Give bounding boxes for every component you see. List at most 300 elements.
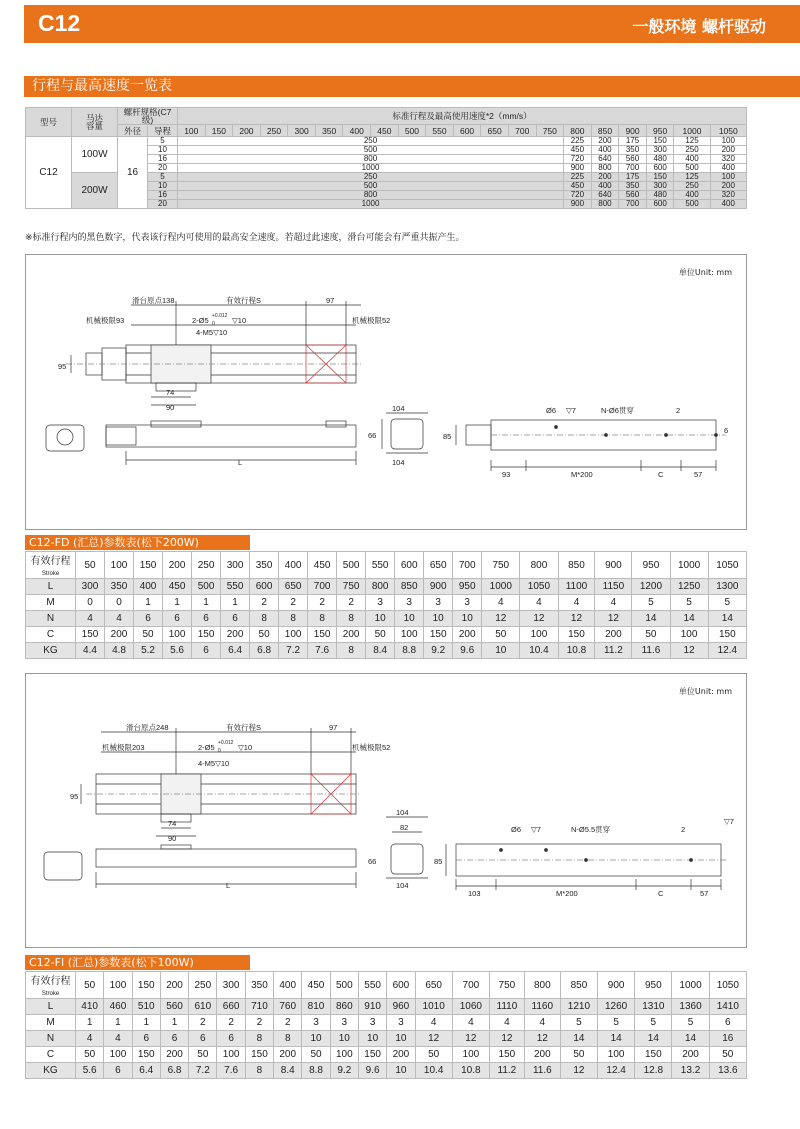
param-cell: 150 — [635, 1047, 672, 1063]
param-cell: 100 — [105, 552, 134, 579]
speed-cell: 450 — [564, 146, 592, 155]
speed-cell: 175 — [619, 137, 647, 146]
param-cell: 10.8 — [452, 1063, 489, 1079]
drawing-fd — [25, 254, 747, 530]
speed-cell: 500 — [674, 164, 710, 173]
dim-home: 滑台原点248 — [126, 723, 169, 732]
param-cell: 100 — [330, 1047, 358, 1063]
param-row — [26, 999, 747, 1015]
speed-cell: 900 — [564, 200, 592, 209]
end-view-right — [391, 419, 423, 449]
param-cell: 410 — [76, 999, 104, 1015]
param-cell: 4 — [76, 611, 105, 627]
param-cell: 2 — [308, 595, 337, 611]
param-cell: 3 — [453, 595, 482, 611]
param-label-text: M — [46, 597, 55, 608]
param-cell: 4 — [482, 595, 520, 611]
param-cell: 9.6 — [358, 1063, 386, 1079]
param-cell: 150 — [558, 627, 595, 643]
param-cell: 2 — [189, 1015, 217, 1031]
speed-cell: 225 — [564, 173, 592, 182]
param-cell: 11.6 — [524, 1063, 560, 1079]
param-cell: 50 — [632, 627, 670, 643]
speed-cell: 400 — [591, 146, 619, 155]
param-cell: 10 — [366, 611, 395, 627]
speed-cell: 480 — [646, 191, 674, 200]
dim-66: 66 — [368, 431, 377, 440]
speed-cell: 400 — [710, 200, 746, 209]
max-speed-cell: 250 — [178, 137, 564, 146]
stroke-header: 900 — [619, 125, 647, 137]
param-cell: 50 — [302, 1047, 330, 1063]
param-cell: 12 — [489, 1031, 524, 1047]
param-label — [26, 611, 76, 627]
stroke-header: 400 — [343, 125, 371, 137]
param-cell: 1 — [104, 1015, 132, 1031]
param-cell: 6 — [104, 1063, 132, 1079]
dim-limit-right: 机械极限52 — [352, 743, 391, 752]
model-code: C12 — [38, 10, 81, 36]
param-cell: 5 — [560, 1015, 597, 1031]
param-cell: 200 — [163, 552, 192, 579]
param-cell: 9.2 — [330, 1063, 358, 1079]
speed-cell: 700 — [619, 200, 647, 209]
param-cell: 850 — [558, 552, 595, 579]
speed-note: ※标准行程内的黑色数字，代表该行程内可使用的最高安全速度。若超过此速度，滑台可能会有严重共振产生。 — [25, 233, 465, 243]
dim-hole: 2-Ø5 — [198, 743, 215, 752]
param-cell: 14 — [635, 1031, 672, 1047]
max-speed-cell: 800 — [178, 155, 564, 164]
param-cell: 2 — [245, 1015, 273, 1031]
param-label-text: L — [47, 1001, 54, 1012]
param-cell: 150 — [358, 1047, 386, 1063]
param-cell: 150 — [489, 1047, 524, 1063]
param-cell: 10 — [330, 1031, 358, 1047]
speed-cell: 900 — [564, 164, 592, 173]
param-cell: 1 — [160, 1015, 188, 1031]
param-cell: 800 — [366, 579, 395, 595]
param-cell: 810 — [302, 999, 330, 1015]
param-cell: 3 — [330, 1015, 358, 1031]
param-cell: 200 — [453, 627, 482, 643]
param-cell: 3 — [366, 595, 395, 611]
lead-cell: 20 — [148, 200, 178, 209]
param-cell: 7.2 — [279, 643, 308, 659]
param-cell: 4 — [415, 1015, 452, 1031]
param-cell: 12.4 — [708, 643, 746, 659]
dim-limit-left: 机械极限203 — [102, 743, 145, 752]
param-cell: 1010 — [415, 999, 452, 1015]
param-cell: 1000 — [482, 579, 520, 595]
lead-cell: 20 — [148, 164, 178, 173]
speed-cell: 560 — [619, 155, 647, 164]
param-cell: 550 — [366, 552, 395, 579]
max-speed-cell: 250 — [178, 173, 564, 182]
param-cell: 10 — [358, 1031, 386, 1047]
param-cell: 8 — [279, 611, 308, 627]
param-cell: 750 — [337, 579, 366, 595]
param-cell: 8.4 — [274, 1063, 302, 1079]
dim-104-bottom: 104 — [396, 881, 409, 890]
param-cell: 12 — [595, 611, 632, 627]
param-cell: 100 — [395, 627, 424, 643]
speed-cell: 250 — [674, 146, 710, 155]
param-cell: 8 — [337, 611, 366, 627]
param-cell: 500 — [337, 552, 366, 579]
col-lead: 导程 — [148, 125, 178, 137]
stroke-suffix: Stroke — [41, 571, 60, 577]
param-cell: 2 — [217, 1015, 245, 1031]
lead-cell: 10 — [148, 146, 178, 155]
param-cell: 200 — [105, 627, 134, 643]
dim-depth: ▽10 — [238, 743, 253, 752]
param-cell: 6 — [189, 1031, 217, 1047]
dim-thru: N-Ø5.5贯穿 — [571, 825, 611, 834]
param-cell: 100 — [452, 1047, 489, 1063]
speed-cell: 720 — [564, 191, 592, 200]
param-cell: 5.6 — [163, 643, 192, 659]
param-cell: 8 — [308, 611, 337, 627]
param-cell: 1160 — [524, 999, 560, 1015]
param-cell: 300 — [76, 579, 105, 595]
param-cell: 550 — [358, 972, 386, 999]
speed-cell: 150 — [646, 173, 674, 182]
param-cell: 700 — [452, 972, 489, 999]
speed-cell: 700 — [619, 164, 647, 173]
param-cell: 8.8 — [302, 1063, 330, 1079]
dim-dowel-depth: ▽7 — [566, 406, 576, 415]
param-label-text: M — [46, 1017, 55, 1028]
dim-m5: 4-M5▽10 — [198, 759, 230, 768]
stroke-header: 700 — [508, 125, 536, 137]
dim-57: 57 — [694, 470, 703, 479]
param-label — [26, 552, 76, 579]
param-cell: 4 — [105, 611, 134, 627]
param-cell: 910 — [358, 999, 386, 1015]
param-label-text: 有效行程 — [30, 976, 71, 987]
speed-cell: 720 — [564, 155, 592, 164]
speed-cell: 350 — [619, 182, 647, 191]
speed-cell: 320 — [710, 191, 746, 200]
dim-depth: ▽10 — [232, 316, 247, 325]
param-cell: 5 — [632, 595, 670, 611]
stroke-header: 350 — [315, 125, 343, 137]
speed-cell: 450 — [564, 182, 592, 191]
param-fd-table — [25, 551, 747, 659]
stroke-header: 1050 — [710, 125, 746, 137]
dim-stroke: 有效行程S — [226, 296, 262, 305]
param-cell: 1050 — [708, 552, 746, 579]
rail-side — [106, 425, 356, 447]
dim-m200: M*200 — [556, 889, 578, 898]
speed-cell: 250 — [674, 182, 710, 191]
param-row — [26, 611, 747, 627]
param-row — [26, 552, 747, 579]
stroke-header: 800 — [564, 125, 592, 137]
param-row — [26, 1063, 747, 1079]
param-cell: 12 — [415, 1031, 452, 1047]
param-cell: 4 — [76, 1031, 104, 1047]
param-cell: 100 — [104, 1047, 132, 1063]
param-cell: 10 — [387, 1031, 415, 1047]
param-cell: 1110 — [489, 999, 524, 1015]
param-cell: 8 — [337, 643, 366, 659]
stroke-header: 550 — [426, 125, 454, 137]
param-cell: 1210 — [560, 999, 597, 1015]
param-cell: 7.6 — [217, 1063, 245, 1079]
param-cell: 4 — [452, 1015, 489, 1031]
param-cell: 200 — [221, 627, 250, 643]
param-cell: 150 — [192, 627, 221, 643]
dim-97: 97 — [329, 723, 338, 732]
dim-home: 滑台原点138 — [132, 296, 175, 305]
param-cell: 750 — [482, 552, 520, 579]
end-view-left — [44, 852, 82, 880]
param-cell: 3 — [387, 1015, 415, 1031]
param-cell: 5 — [635, 1015, 672, 1031]
param-row — [26, 643, 747, 659]
drawing-fi-svg — [26, 674, 746, 947]
param-cell: 660 — [217, 999, 245, 1015]
param-cell: 50 — [76, 972, 104, 999]
dim-dowel: Ø6 — [546, 406, 557, 415]
param-cell: 5.2 — [134, 643, 163, 659]
dim-stroke: 有效行程S — [226, 723, 262, 732]
param-cell: 1200 — [632, 579, 670, 595]
param-cell: 50 — [250, 627, 279, 643]
dim-66: 66 — [368, 857, 377, 866]
param-cell: 6 — [132, 1031, 160, 1047]
param-cell: 3 — [424, 595, 453, 611]
speed-cell: 320 — [710, 155, 746, 164]
param-cell: 13.2 — [672, 1063, 709, 1079]
param-cell: 100 — [163, 627, 192, 643]
dim-104-top: 104 — [392, 404, 405, 413]
speed-cell: 200 — [710, 146, 746, 155]
max-speed-cell: 500 — [178, 146, 564, 155]
param-cell: 12 — [452, 1031, 489, 1047]
param-cell: 6.4 — [221, 643, 250, 659]
param-cell: 600 — [250, 579, 279, 595]
param-cell: 16 — [709, 1031, 746, 1047]
param-cell: 650 — [415, 972, 452, 999]
stroke-header: 650 — [481, 125, 509, 137]
param-cell: 6 — [163, 611, 192, 627]
speed-cell: 400 — [710, 164, 746, 173]
speed-cell: 350 — [619, 146, 647, 155]
param-cell: 1410 — [709, 999, 746, 1015]
dim-tol0: 0 — [218, 748, 221, 754]
param-cell: 950 — [635, 972, 672, 999]
dim-97: 97 — [326, 296, 335, 305]
param-cell: 14 — [672, 1031, 709, 1047]
param-label — [26, 1063, 76, 1079]
drawing-fd-svg — [26, 255, 746, 529]
param-cell: 150 — [245, 1047, 273, 1063]
param-cell: 900 — [424, 579, 453, 595]
dim-m200: M*200 — [571, 470, 593, 479]
param-cell: 4 — [489, 1015, 524, 1031]
dim-c: C — [658, 470, 664, 479]
unit-label: 单位Unit: mm — [678, 687, 732, 696]
param-cell: 200 — [160, 1047, 188, 1063]
speed-cell: 400 — [591, 182, 619, 191]
od-cell: 16 — [118, 137, 148, 209]
param-cell: 6 — [221, 611, 250, 627]
dim-2: 2 — [681, 825, 686, 834]
speed-cell: 200 — [591, 173, 619, 182]
param-cell: 200 — [524, 1047, 560, 1063]
col-motor: 马达 容量 — [72, 108, 118, 137]
unit-label: 单位Unit: mm — [678, 268, 732, 277]
param-cell: 6 — [217, 1031, 245, 1047]
param-cell: 8.8 — [395, 643, 424, 659]
param-cell: 650 — [424, 552, 453, 579]
end-view-right — [391, 844, 423, 874]
param-cell: 8 — [274, 1031, 302, 1047]
param-cell: 150 — [308, 627, 337, 643]
param-label — [26, 627, 76, 643]
param-cell: 8 — [245, 1063, 273, 1079]
speed-cell: 800 — [591, 200, 619, 209]
param-cell: 510 — [132, 999, 160, 1015]
dim-2: 2 — [676, 406, 681, 415]
param-label-text: C — [46, 1049, 55, 1060]
param-cell: 850 — [560, 972, 597, 999]
dim-m5: 4-M5▽10 — [196, 328, 228, 337]
param-label — [26, 1015, 76, 1031]
speed-cell: 150 — [646, 137, 674, 146]
param-cell: 50 — [415, 1047, 452, 1063]
max-speed-cell: 1000 — [178, 164, 564, 173]
param-cell: 1 — [76, 1015, 104, 1031]
dim-104-top: 104 — [396, 808, 409, 817]
param-cell: 4 — [595, 595, 632, 611]
param-cell: 6 — [160, 1031, 188, 1047]
param-cell: 4 — [520, 595, 558, 611]
speed-cell: 300 — [646, 182, 674, 191]
param-label — [26, 972, 76, 999]
param-cell: 1300 — [708, 579, 746, 595]
param-cell: 450 — [308, 552, 337, 579]
param-cell: 400 — [279, 552, 308, 579]
stroke-header: 250 — [260, 125, 288, 137]
param-cell: 650 — [279, 579, 308, 595]
param-cell: 7.6 — [308, 643, 337, 659]
param-cell: 1360 — [672, 999, 709, 1015]
dim-L: L — [226, 881, 231, 890]
param-cell: 3 — [358, 1015, 386, 1031]
dim-tol: +0.012 — [212, 313, 228, 319]
max-speed-cell: 500 — [178, 182, 564, 191]
model-cell: C12 — [26, 137, 72, 209]
param-cell: 1 — [132, 1015, 160, 1031]
param-cell: 14 — [708, 611, 746, 627]
param-cell: 300 — [221, 552, 250, 579]
dim-104-bottom: 104 — [392, 458, 405, 467]
param-label-text: C — [46, 629, 55, 640]
param-label-text: N — [46, 1033, 55, 1044]
max-speed-cell: 800 — [178, 191, 564, 200]
param-cell: 750 — [489, 972, 524, 999]
param-cell: 10 — [302, 1031, 330, 1047]
param-cell: 3 — [302, 1015, 330, 1031]
dim-57: 57 — [700, 889, 709, 898]
dim-74: 74 — [168, 819, 177, 828]
rail-side — [96, 849, 356, 867]
param-cell: 900 — [595, 552, 632, 579]
param-cell: 6 — [134, 611, 163, 627]
param-cell: 1050 — [520, 579, 558, 595]
dim-85: 85 — [434, 857, 443, 866]
param-cell: 5 — [708, 595, 746, 611]
param-cell: 100 — [598, 1047, 635, 1063]
param-cell: 100 — [670, 627, 708, 643]
param-cell: 10 — [424, 611, 453, 627]
param-label — [26, 1031, 76, 1047]
speed-cell: 500 — [674, 200, 710, 209]
param-cell: 50 — [76, 1047, 104, 1063]
stroke-header: 950 — [646, 125, 674, 137]
param-cell: 200 — [274, 1047, 302, 1063]
param-cell: 50 — [76, 552, 105, 579]
param-cell: 0 — [76, 595, 105, 611]
param-cell: 9.2 — [424, 643, 453, 659]
param-cell: 700 — [308, 579, 337, 595]
param-cell: 150 — [424, 627, 453, 643]
speed-cell: 225 — [564, 137, 592, 146]
speed-cell: 400 — [674, 191, 710, 200]
param-cell: 1050 — [709, 972, 746, 999]
param-cell: 200 — [160, 972, 188, 999]
speed-cell: 200 — [710, 182, 746, 191]
lead-cell: 5 — [148, 173, 178, 182]
param-cell: 50 — [189, 1047, 217, 1063]
param-cell: 1 — [192, 595, 221, 611]
param-cell: 6 — [192, 643, 221, 659]
speed-section-title: 行程与最高速度一览表 — [24, 76, 800, 97]
dim-limit-right: 机械极限52 — [352, 316, 391, 325]
speed-cell: 100 — [710, 173, 746, 182]
param-cell: 200 — [387, 1047, 415, 1063]
speed-table — [25, 107, 747, 209]
param-cell: 13.6 — [709, 1063, 746, 1079]
param-cell: 150 — [708, 627, 746, 643]
dim-82: 82 — [400, 823, 409, 832]
param-cell: 14 — [670, 611, 708, 627]
speed-cell: 100 — [710, 137, 746, 146]
param-cell: 250 — [192, 552, 221, 579]
param-cell: 10.4 — [415, 1063, 452, 1079]
dim-95: 95 — [70, 792, 79, 801]
param-cell: 0 — [105, 595, 134, 611]
motor-cell: 100W — [72, 137, 118, 173]
param-cell: 4 — [104, 1031, 132, 1047]
param-cell: 450 — [163, 579, 192, 595]
param-cell: 4 — [558, 595, 595, 611]
dim-c: C — [658, 889, 664, 898]
lead-cell: 5 — [148, 137, 178, 146]
param-fd-title: C12-FD (汇总)参数表(松下200W) — [25, 535, 250, 550]
param-cell: 350 — [245, 972, 273, 999]
dim-93: 93 — [502, 470, 511, 479]
param-cell: 9.6 — [453, 643, 482, 659]
param-cell: 10 — [395, 611, 424, 627]
param-cell: 450 — [302, 972, 330, 999]
speed-cell: 300 — [646, 146, 674, 155]
param-cell: 860 — [330, 999, 358, 1015]
param-label-text: N — [46, 613, 55, 624]
